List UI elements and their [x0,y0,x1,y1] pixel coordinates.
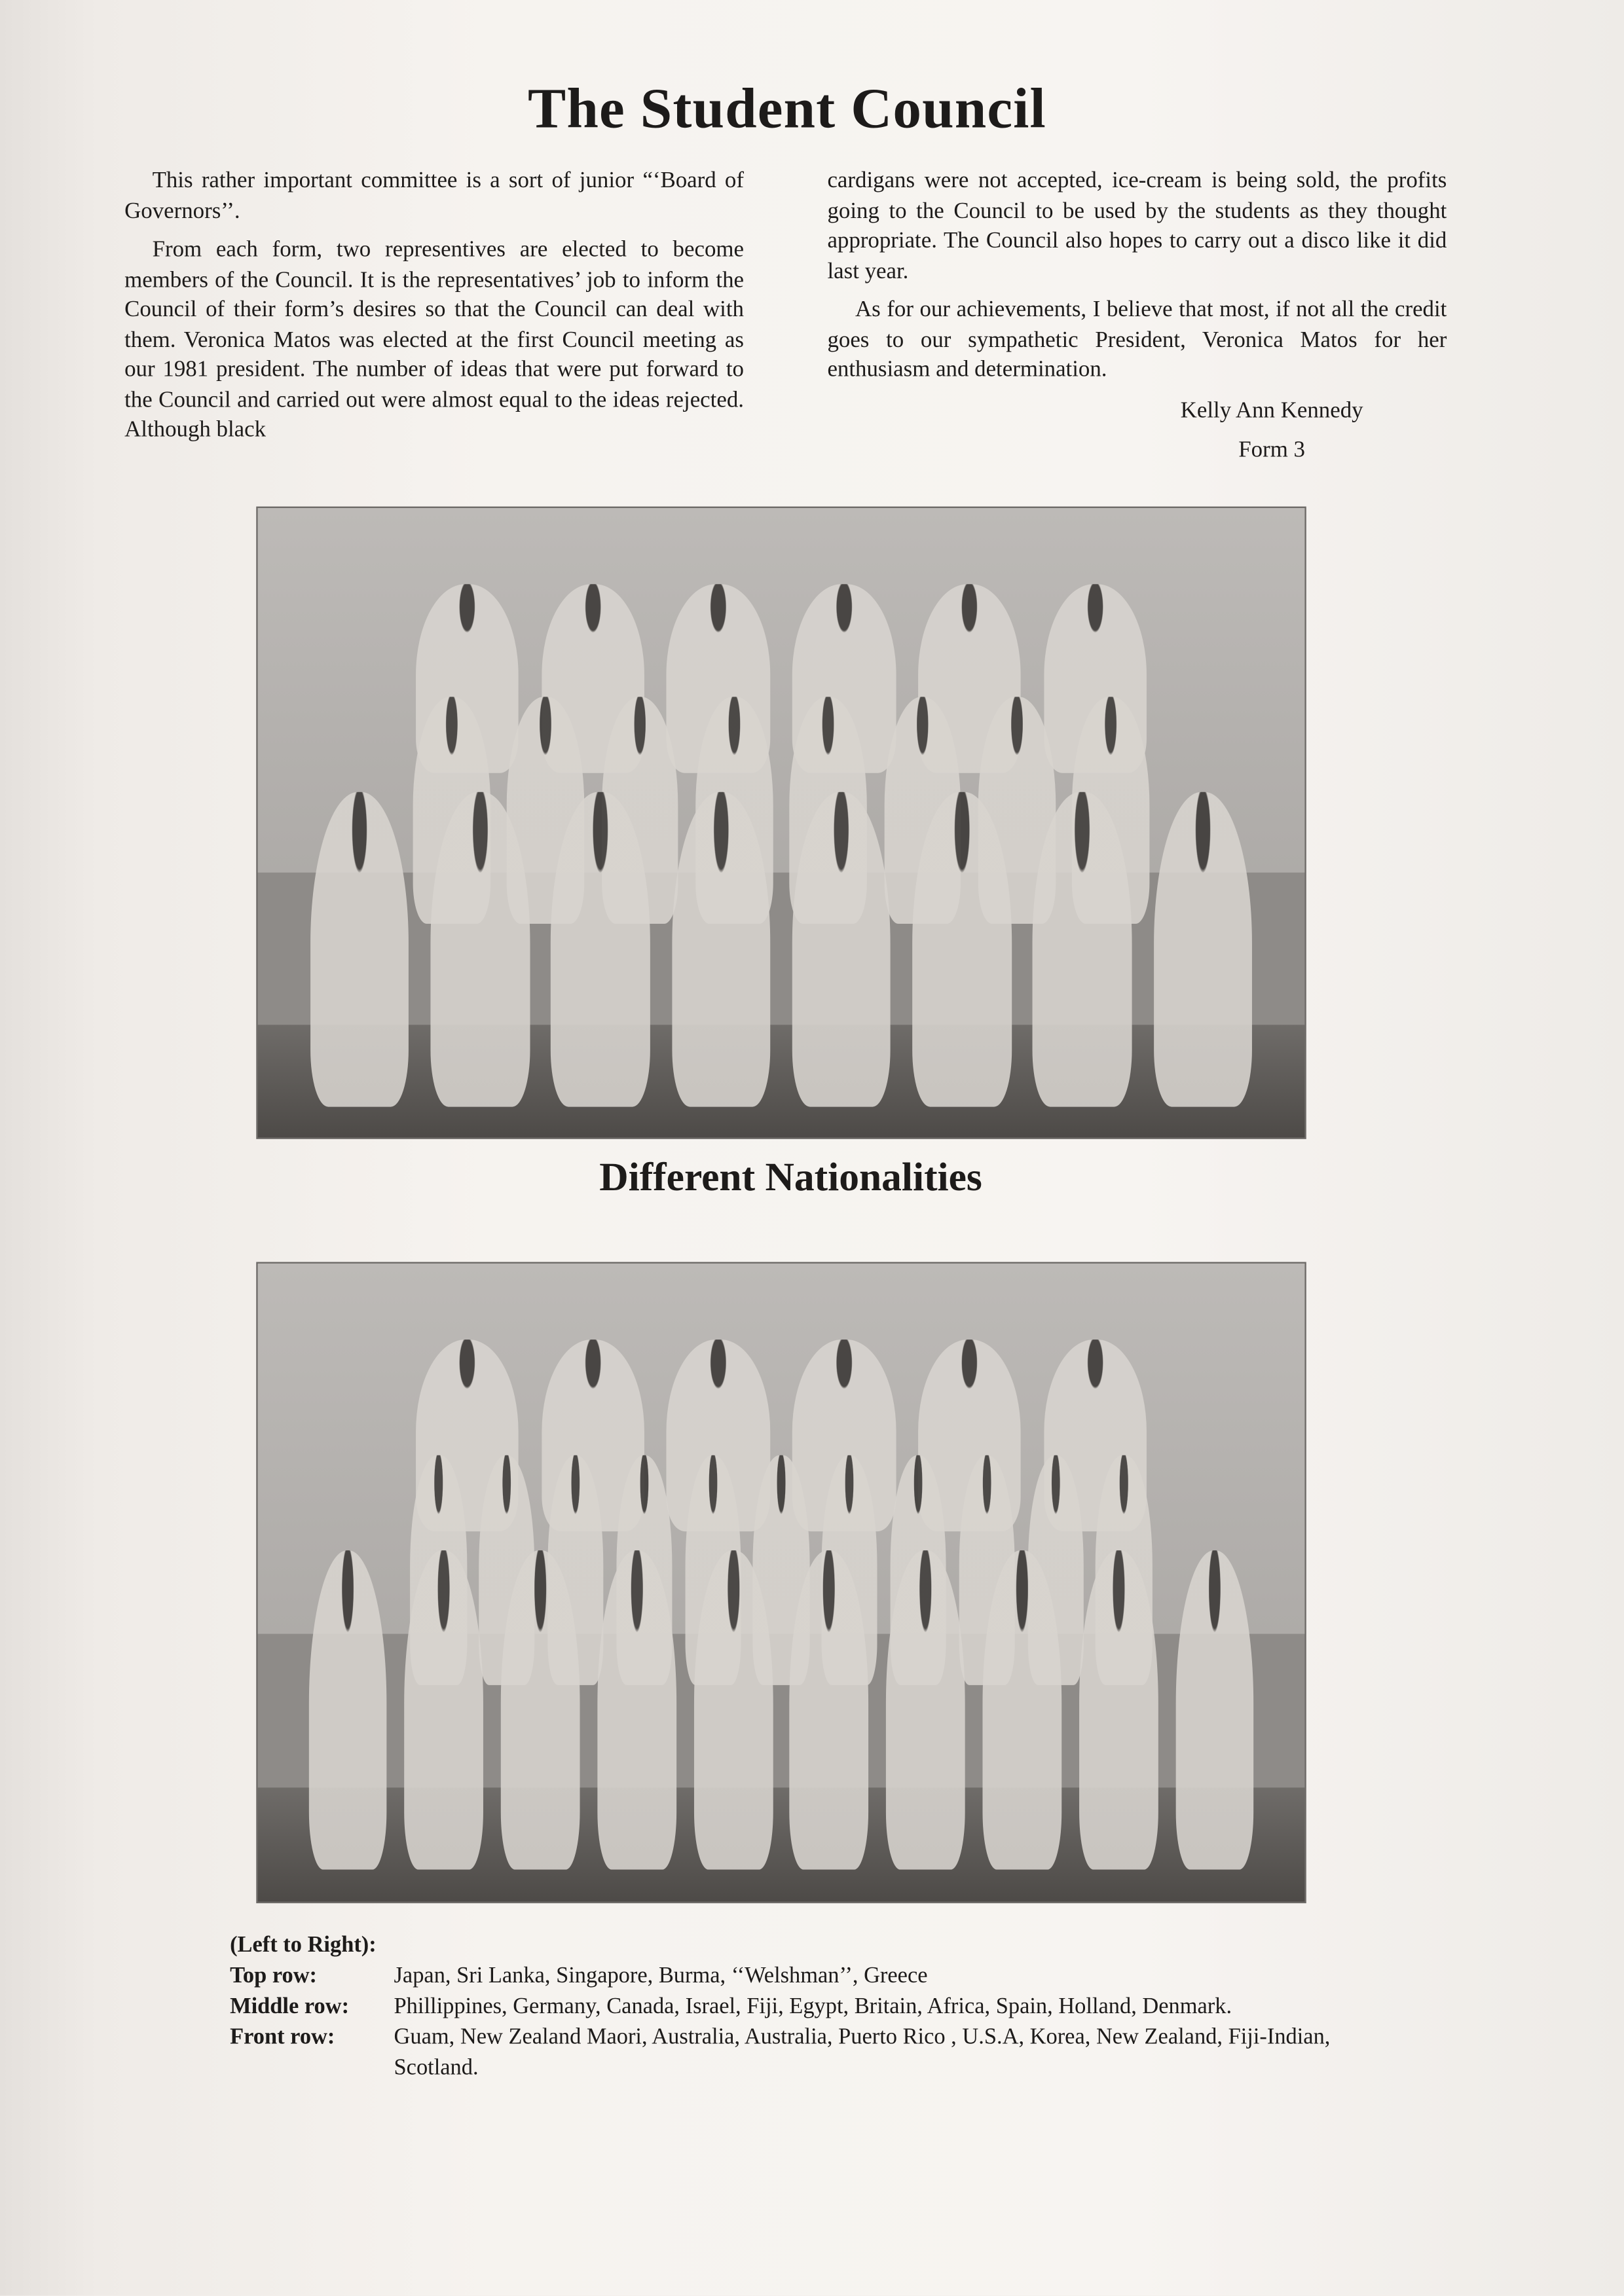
person-figure [672,792,771,1106]
person-figure [1153,792,1252,1106]
person-figure [597,1551,676,1870]
caption-row-label: Front row: [230,2024,335,2050]
caption-row-middle [230,1991,1401,2022]
caption-row-top [230,1960,1401,1991]
page-title: The Student Council [528,77,1046,141]
article-right-column [827,167,1447,473]
person-figure [886,1551,965,1870]
person-figure [551,792,650,1106]
nationalities-group-photo [256,1262,1306,1903]
person-figure [693,1551,773,1870]
person-figure [308,1551,388,1870]
section-subtitle: Different Nationalities [599,1154,982,1199]
person-figure [310,792,409,1106]
caption-row-value: Japan, Sri Lanka, Singapore, Burma, ‘‘Welshman’’, Greece [394,1963,928,1988]
caption-row-front [230,2022,1401,2083]
person-figure [792,792,891,1106]
person-figure [982,1551,1061,1870]
caption-heading: (Left to Right): [230,1932,377,1958]
person-figure [405,1551,484,1870]
person-figure [1079,1551,1158,1870]
paragraph: This rather important committee is a sort of junior “‘Board of Governors’’. [124,168,744,224]
person-figure [501,1551,580,1870]
author-name: Kelly Ann Kennedy [1180,397,1363,423]
person-figure [912,792,1011,1106]
photo-caption [230,1929,1401,2083]
author-form: Form 3 [1238,437,1306,462]
paragraph: As for our achievements, I believe that most, if not all the credit goes to our sympathetic President, Veronica Matos for her enthusiasm and determination. [827,297,1447,382]
student-council-group-photo [256,507,1306,1139]
caption-row-label: Top row: [230,1963,318,1988]
person-figure [790,1551,869,1870]
caption-row-value: Guam, New Zealand Maori, Australia, Australia, Puerto Rico , U.S.A, Korea, New Zealand, Fiji-Indian, Scotland. [394,2024,1331,2081]
caption-row-value: Phillippines, Germany, Canada, Israel, Fiji, Egypt, Britain, Africa, Spain, Holland, Denmark. [394,1994,1232,2019]
paragraph: cardigans were not accepted, ice-cream is being sold, the profits going to the Council to be used by the students as they thought appropriate. The Council also hopes to carry out a disco like it did last year. [827,168,1447,283]
article-left-column [124,167,744,454]
person-figure [431,792,530,1106]
caption-row-label: Middle row: [230,1994,350,2019]
paragraph: From each form, two representives are elected to become members of the Council. It is the representatives’ job to inform the Council of their form’s desires so that the Council can deal with them. Veronica Matos was elected at the first Council meeting as our 1981 president. The number of ideas that were put forward to the Council and carried out were almost equal to the ideas rejected. Although black [124,237,744,443]
person-figure [1175,1551,1255,1870]
person-figure [1033,792,1132,1106]
